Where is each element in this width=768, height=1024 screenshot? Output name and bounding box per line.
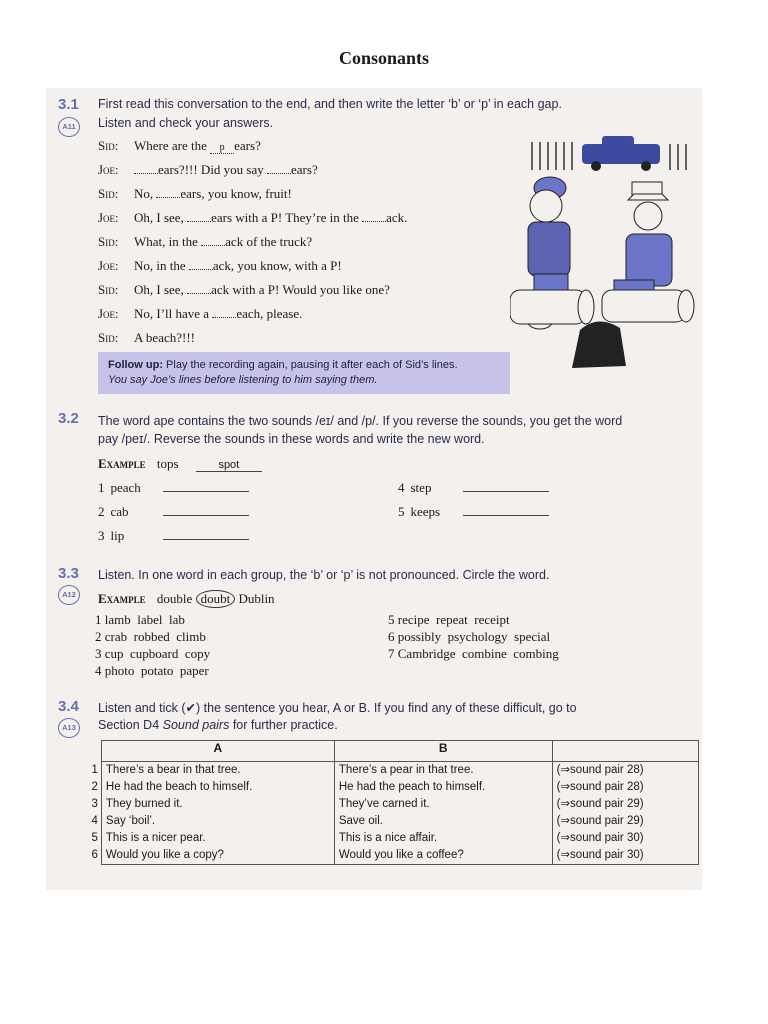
answer-gap — [134, 173, 158, 174]
s34-intro-2c: for further practice. — [229, 718, 338, 732]
dialogue-line — [98, 186, 292, 202]
example-answer: spot — [196, 459, 262, 472]
table-corner — [90, 741, 101, 762]
answer-gap — [156, 197, 180, 198]
speaker: Sid: — [98, 330, 119, 345]
speaker: Sid: — [98, 282, 119, 297]
farmers-illustration — [510, 130, 700, 380]
line-text: No, I’ll have a — [134, 306, 213, 321]
sound-pairs-table — [90, 740, 699, 865]
s34-intro-2a: Section D4 — [98, 718, 163, 732]
item-word: keeps — [410, 504, 441, 519]
answer-line — [463, 515, 549, 516]
example-word-1: double — [156, 591, 193, 606]
s34-intro-2b: Sound pairs — [162, 718, 230, 732]
item-word: cab — [110, 504, 129, 519]
dialogue-line — [98, 258, 342, 274]
example-word-3: Dublin — [238, 591, 275, 606]
table-cell: They’ve carned it. — [338, 798, 430, 810]
dialogue-line — [98, 162, 318, 178]
table-cell: He had the beach to himself. — [105, 781, 253, 793]
table-cell: (⇒sound pair 29) — [556, 815, 644, 827]
row-numbers — [90, 762, 101, 865]
answer-gap — [201, 245, 225, 246]
section-number-3-3: 3.3 — [58, 565, 79, 582]
line-text: ack with a P! Would you like one? — [211, 282, 390, 297]
table-cell: There’s a pear in that tree. — [338, 764, 474, 776]
s33-example — [98, 590, 275, 608]
speaker: Sid: — [98, 138, 119, 153]
line-text: ack of the truck? — [225, 234, 313, 249]
speaker: Sid: — [98, 186, 119, 201]
exercise-item — [398, 504, 549, 520]
s32-intro-1: The word ape contains the two sounds /eɪ/ and /p/. If you reverse the sounds, you get the word — [98, 414, 623, 428]
farmer-right — [614, 182, 672, 308]
example-word: tops — [156, 456, 179, 471]
follow-up-text-1: Play the recording again, pausing it after each of Sid’s lines. — [162, 359, 458, 371]
answer-gap — [187, 221, 211, 222]
word-group: 2 crab robbed climb — [95, 629, 206, 644]
answer-line — [163, 491, 249, 492]
cd-track-icon: A11 — [58, 117, 80, 137]
item-word: lip — [110, 528, 125, 543]
dialogue-line — [98, 210, 407, 226]
table-cell: (⇒sound pair 28) — [556, 764, 644, 776]
speaker: Joe: — [98, 258, 119, 273]
table-cell: 2 — [91, 780, 98, 793]
answer-line — [163, 539, 249, 540]
word-group: 6 possibly psychology special — [388, 629, 551, 644]
line-text: ears? — [291, 162, 318, 177]
page-title: Consonants — [338, 48, 430, 68]
dialogue-line — [98, 306, 302, 322]
table-cell: There’s a bear in that tree. — [105, 764, 241, 776]
answer-line — [163, 515, 249, 516]
answer-gap — [189, 269, 213, 270]
answer-line — [463, 491, 549, 492]
line-text: ack. — [386, 210, 408, 225]
dialogue-line — [98, 330, 195, 346]
exercise-item — [98, 504, 249, 520]
exercise-item — [98, 528, 249, 544]
line-text: ears with a P! They’re in the — [211, 210, 363, 225]
line-text: each, please. — [236, 306, 303, 321]
follow-up-box — [98, 352, 510, 394]
exercise-item — [98, 480, 249, 496]
line-text: ears? — [234, 138, 261, 153]
logs-icon — [510, 290, 694, 324]
answer-gap — [362, 221, 386, 222]
table-cell: (⇒sound pair 29) — [556, 798, 644, 810]
table-cell: They burned it. — [105, 798, 183, 810]
section-number-3-4: 3.4 — [58, 698, 79, 715]
word-group: 3 cup cupboard copy — [95, 646, 211, 661]
line-text: No, in the — [134, 258, 189, 273]
s32-intro-2: pay /peɪ/. Reverse the sounds in these words and write the new word. — [98, 432, 485, 446]
table-cell: 5 — [91, 831, 98, 844]
table-cell: 6 — [91, 848, 98, 861]
section-number-3-1: 3.1 — [58, 96, 79, 113]
line-text: No, — [134, 186, 157, 201]
dialogue-line — [98, 282, 390, 298]
table-cell: 3 — [91, 797, 98, 810]
table-cell: Say ‘boil’. — [105, 815, 156, 827]
bag-icon — [572, 321, 626, 368]
exercise-item — [398, 480, 549, 496]
column-b — [334, 762, 552, 865]
example-label: Example — [98, 591, 146, 606]
item-number: 4 — [398, 480, 405, 495]
line-text: Oh, I see, — [134, 210, 188, 225]
line-text: ears, you know, fruit! — [180, 186, 292, 201]
s34-intro-2 — [98, 718, 338, 732]
dialogue-line — [98, 138, 261, 154]
item-number: 5 — [398, 504, 405, 519]
table-cell: Save oil. — [338, 815, 383, 827]
item-word: peach — [110, 480, 141, 495]
answer-gap — [212, 317, 236, 318]
answer-gap: p — [210, 142, 234, 154]
section-number-3-2: 3.2 — [58, 410, 79, 427]
item-number: 3 — [98, 528, 105, 543]
s31-intro-1: First read this conversation to the end, and then write the letter ‘b’ or ‘p’ in each gap. — [98, 97, 562, 111]
column-a — [101, 762, 334, 865]
column-header-ref — [552, 741, 698, 762]
table-cell: He had the peach to himself. — [338, 781, 486, 793]
follow-up-label: Follow up: — [108, 359, 163, 371]
s31-intro-2: Listen and check your answers. — [98, 116, 274, 130]
table-cell: (⇒sound pair 30) — [556, 849, 644, 861]
table-cell: This is a nice affair. — [338, 832, 438, 844]
table-cell: 4 — [91, 814, 98, 827]
line-text: A beach?!!! — [134, 330, 195, 345]
table-cell: (⇒sound pair 30) — [556, 832, 644, 844]
table-cell: 1 — [91, 763, 98, 776]
answer-gap — [267, 173, 291, 174]
speaker: Joe: — [98, 210, 119, 225]
dialogue-line — [98, 234, 312, 250]
s33-intro: Listen. In one word in each group, the ‘b’ or ‘p’ is not pronounced. Circle the word. — [98, 568, 550, 582]
truck-icon — [582, 136, 660, 171]
speaker: Joe: — [98, 306, 119, 321]
table-cell: (⇒sound pair 28) — [556, 781, 644, 793]
word-group: 7 Cambridge combine combing — [388, 646, 559, 661]
table-cell: Would you like a copy? — [105, 849, 224, 861]
item-number: 1 — [98, 480, 105, 495]
follow-up-text-2: You say Joe’s lines before listening to him saying them. — [108, 374, 378, 386]
column-ref — [552, 762, 698, 865]
line-text: ack, you know, with a P! — [212, 258, 342, 273]
line-text: Oh, I see, — [134, 282, 188, 297]
item-number: 2 — [98, 504, 105, 519]
table-cell: Would you like a coffee? — [338, 849, 464, 861]
s32-example — [98, 456, 262, 472]
line-text: Where are the — [134, 138, 211, 153]
line-text: What, in the — [134, 234, 202, 249]
word-group: 4 photo potato paper — [95, 663, 209, 678]
answer-gap — [187, 293, 211, 294]
speaker: Joe: — [98, 162, 119, 177]
word-group: 1 lamb label lab — [95, 612, 185, 627]
column-header-a: A — [101, 741, 334, 762]
item-word: step — [410, 480, 432, 495]
s34-intro-1: Listen and tick (✔) the sentence you hear, A or B. If you find any of these difficult, go to — [98, 701, 577, 715]
example-label: Example — [98, 456, 146, 471]
cd-track-icon: A13 — [58, 718, 80, 738]
word-group: 5 recipe repeat receipt — [388, 612, 510, 627]
table-cell: This is a nicer pear. — [105, 832, 206, 844]
speaker: Sid: — [98, 234, 119, 249]
line-text: ears?!!! Did you say — [158, 162, 268, 177]
circled-word: doubt — [196, 590, 236, 608]
cd-track-icon: A12 — [58, 585, 80, 605]
column-header-b: B — [334, 741, 552, 762]
